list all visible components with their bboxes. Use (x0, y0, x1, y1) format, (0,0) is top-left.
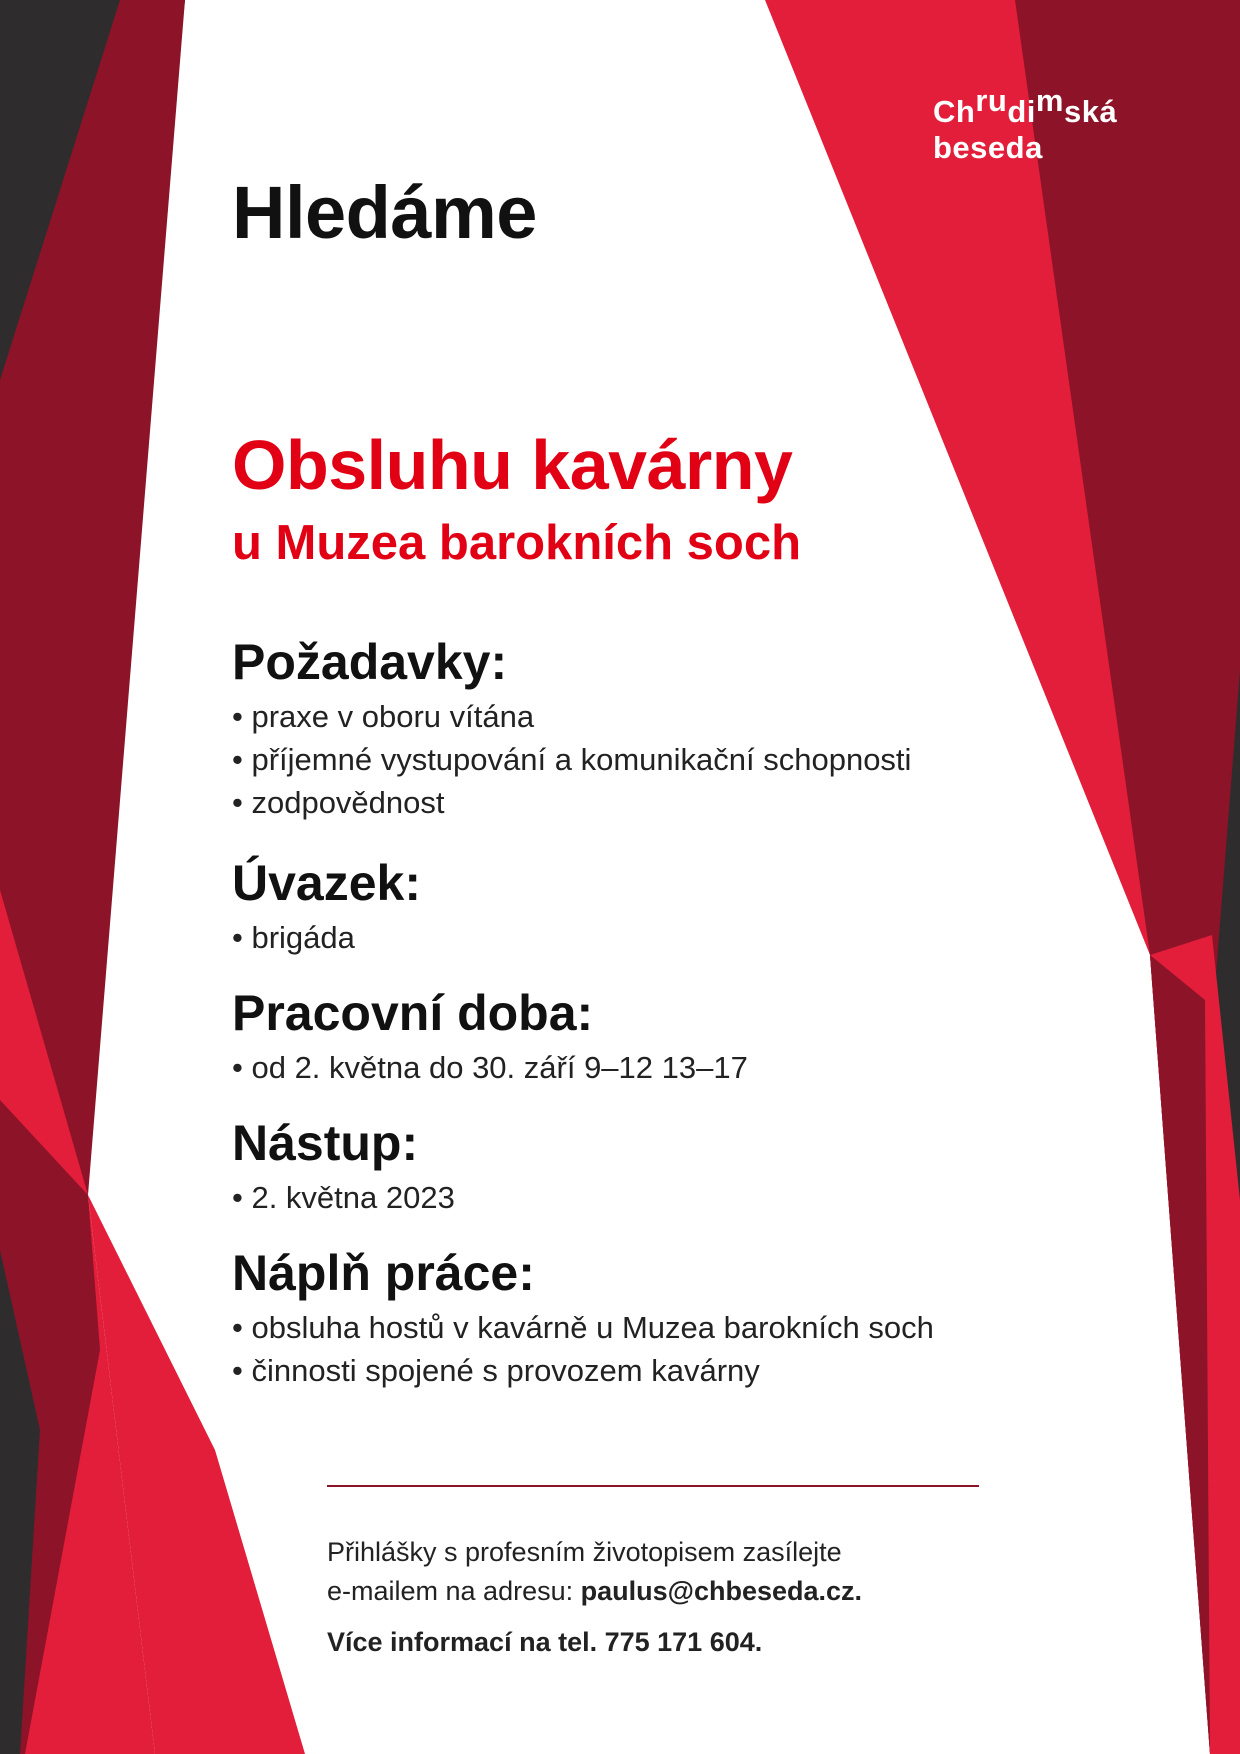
email-link[interactable]: paulus@chbeseda.cz. (580, 1576, 863, 1606)
logo-text-line2: beseda (933, 129, 1043, 165)
start-section (232, 1117, 455, 1219)
email-prefix: e-mailem na adresu: (327, 1576, 581, 1606)
list-item: • od 2. května do 30. září 9–12 13–17 (232, 1046, 748, 1089)
duties-section (232, 1247, 934, 1392)
logo-text: ru (975, 83, 1008, 118)
section-title: Požadavky: (232, 634, 508, 690)
logo-text: di (1007, 94, 1036, 129)
logo-text: m (1035, 83, 1064, 118)
phone-info: Více informací na tel. 775 171 604. (327, 1627, 763, 1657)
employment-section (232, 857, 421, 959)
section-title: Pracovní doba: (232, 985, 594, 1041)
logo-text: ská (1063, 94, 1118, 129)
list-item: • praxe v oboru vítána (232, 695, 911, 738)
list-item: • příjemné vystupování a komunikační schopnosti (232, 738, 911, 781)
page-heading: Hledáme (232, 171, 537, 254)
contact-footer (327, 1533, 862, 1662)
section-title: Úvazek: (232, 855, 421, 911)
right-darkred-tip (1150, 955, 1210, 1754)
list-item: • 2. května 2023 (232, 1176, 455, 1219)
section-title: Náplň práce: (232, 1245, 535, 1301)
application-instructions: Přihlášky s profesním životopisem zasílejte (327, 1537, 842, 1567)
job-title: Obsluhu kavárny (232, 426, 793, 504)
section-title: Nástup: (232, 1115, 419, 1171)
logo-text: Ch (933, 94, 976, 129)
requirements-section (232, 636, 911, 824)
job-subtitle: u Muzea barokních soch (232, 516, 802, 570)
chrudimska-beseda-logo (933, 83, 1118, 165)
footer-divider (327, 1485, 979, 1487)
hours-section (232, 987, 748, 1089)
email-line (327, 1572, 862, 1611)
list-item: • činnosti spojené s provozem kavárny (232, 1349, 934, 1392)
list-item: • zodpovědnost (232, 781, 911, 824)
list-item: • obsluha hostů v kavárně u Muzea barokních soch (232, 1306, 934, 1349)
list-item: • brigáda (232, 916, 421, 959)
